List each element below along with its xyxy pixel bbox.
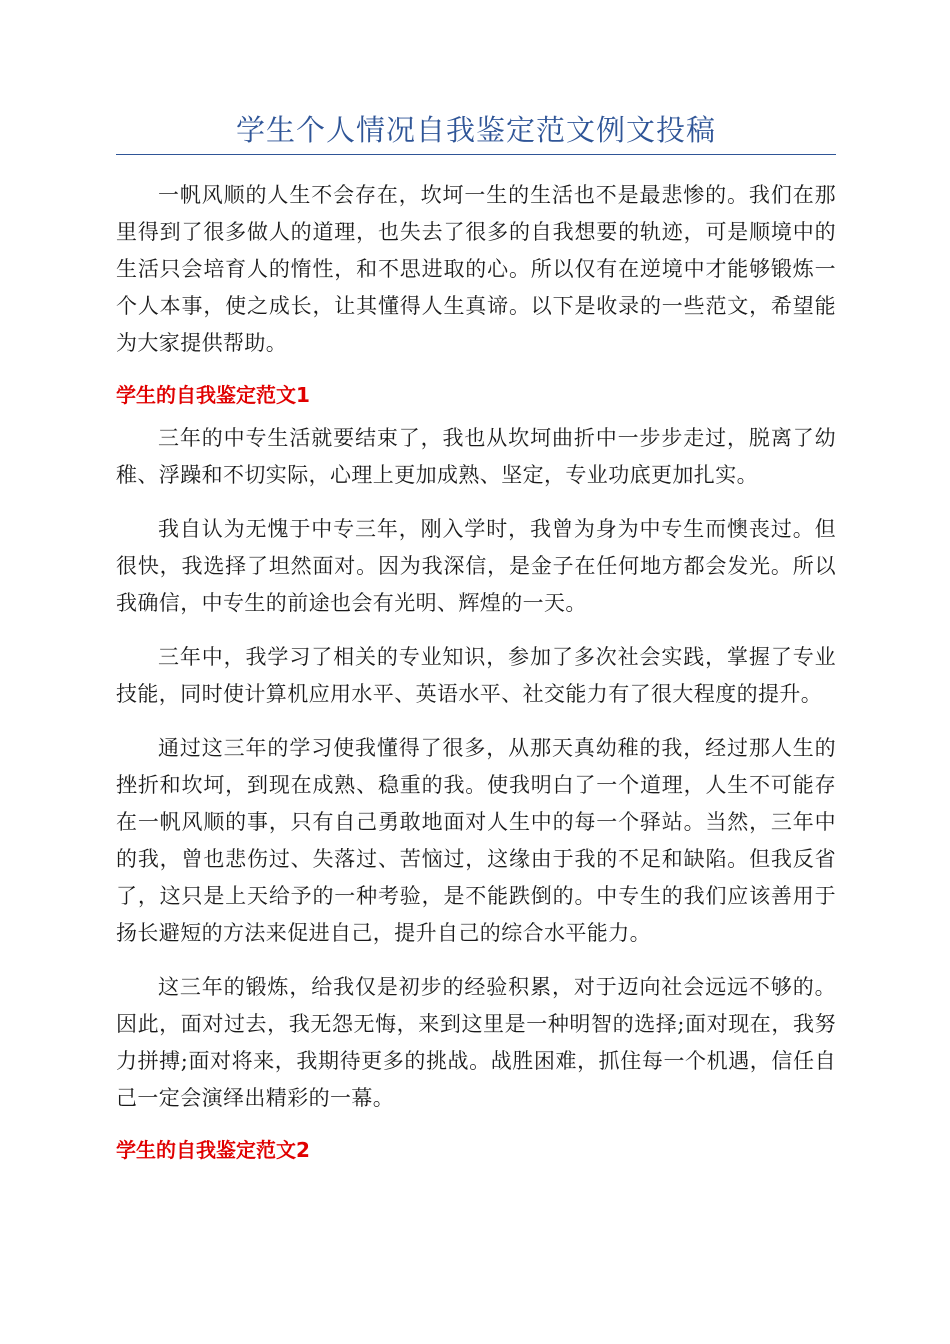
section-heading-2: 学生的自我鉴定范文2 — [116, 1138, 310, 1162]
title-underline — [116, 154, 836, 155]
section-1-paragraph-5: 这三年的锻炼，给我仅是初步的经验积累，对于迈向社会远远不够的。因此，面对过去，我无怨无悔，来到这里是一种明智的选择;面对现在，我努力拼搏;面对将来，我期待更多的挑战。战胜困难，抓住每一个机遇，信任自己一定会演绎出精彩的一幕。 — [116, 975, 836, 1110]
section-1-paragraph-1: 三年的中专生活就要结束了，我也从坎坷曲折中一步步走过，脱离了幼稚、浮躁和不切实际，心理上更加成熟、坚定，专业功底更加扎实。 — [116, 426, 836, 487]
document-page — [116, 108, 836, 1175]
section-1-paragraph-4: 通过这三年的学习使我懂得了很多，从那天真幼稚的我，经过那人生的挫折和坎坷，到现在成熟、稳重的我。使我明白了一个道理，人生不可能存在一帆风顺的事，只有自己勇敢地面对人生中的每一个驿站。当然，三年中的我，曾也悲伤过、失落过、苦恼过，这缘由于我的不足和缺陷。但我反省了，这只是上天给予的一种考验，是不能跌倒的。中专生的我们应该善用于扬长避短的方法来促进自己，提升自己的综合水平能力。 — [116, 736, 836, 945]
document-title: 学生个人情况自我鉴定范文例文投稿 — [235, 113, 716, 147]
intro-paragraph: 一帆风顺的人生不会存在，坎坷一生的生活也不是最悲惨的。我们在那里得到了很多做人的道理，也失去了很多的自我想要的轨迹，可是顺境中的生活只会培育人的惰性，和不思进取的心。所以仅有在逆境中才能够锻炼一个人本事，使之成长，让其懂得人生真谛。以下是收录的一些范文，希望能为大家提供帮助。 — [116, 183, 836, 355]
section-heading-1: 学生的自我鉴定范文1 — [116, 383, 310, 407]
section-1-paragraph-3: 三年中，我学习了相关的专业知识，参加了多次社会实践，掌握了专业技能，同时使计算机应用水平、英语水平、社交能力有了很大程度的提升。 — [116, 645, 836, 706]
section-1-paragraph-2: 我自认为无愧于中专三年，刚入学时，我曾为身为中专生而懊丧过。但很快，我选择了坦然面对。因为我深信，是金子在任何地方都会发光。所以我确信，中专生的前途也会有光明、辉煌的一天。 — [116, 517, 836, 615]
